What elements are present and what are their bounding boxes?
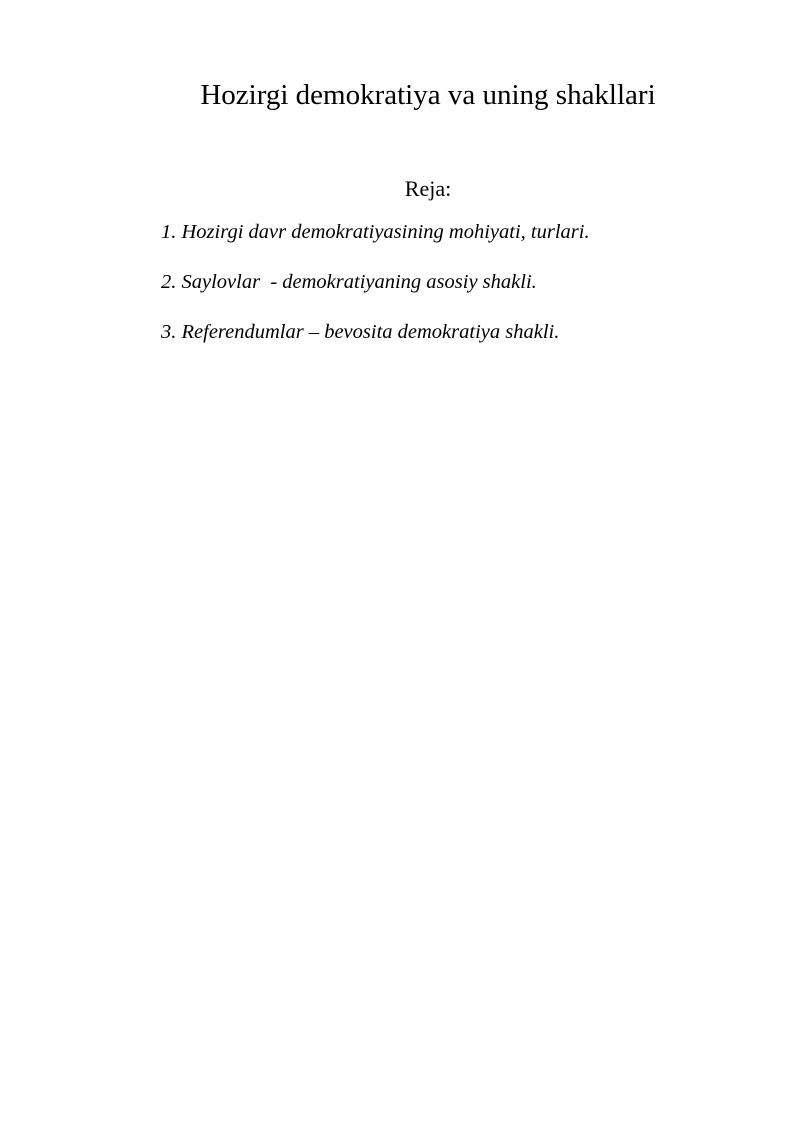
plan-item: 2. Saylovlar - demokratiyaning asosiy shakli. — [161, 271, 537, 293]
plan-heading: Reja: — [404, 176, 452, 201]
plan-item: 1. Hozirgi davr demokratiyasining mohiyati, turlari. — [161, 221, 590, 243]
plan-list — [161, 218, 590, 368]
document-title: Hozirgi demokratiya va uning shakllari — [200, 79, 656, 111]
plan-item: 3. Referendumlar – bevosita demokratiya shakli. — [161, 321, 560, 343]
